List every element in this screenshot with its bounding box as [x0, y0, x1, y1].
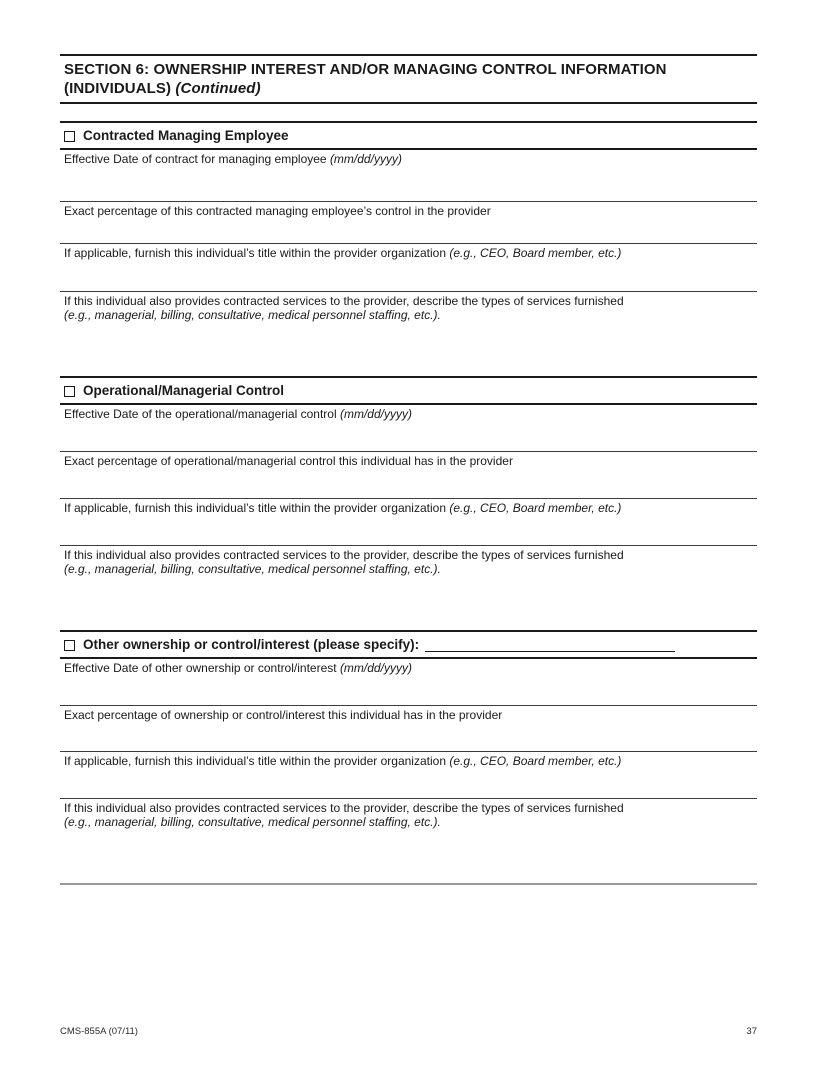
section-heading-label: Other ownership or control/interest (please specify): — [83, 637, 420, 652]
section-operational-managerial-control — [60, 376, 757, 630]
section-heading-label: Contracted Managing Employee — [83, 128, 289, 143]
field-individual-title[interactable] — [60, 752, 757, 799]
field-label: Exact percentage of this contracted managing employee’s control in the provider — [64, 204, 491, 218]
field-label: Effective Date of contract for managing employee — [64, 152, 327, 166]
field-example-hint: (e.g., CEO, Board member, etc.) — [449, 501, 622, 515]
field-example-hint: (e.g., managerial, billing, consultative, medical personnel staffing, etc.). — [64, 307, 441, 322]
field-label: Effective Date of the operational/managerial control — [64, 407, 337, 421]
section-other-ownership-control-interest — [60, 630, 757, 885]
footer-form-number: CMS-855A (07/11) — [60, 1026, 138, 1037]
section-heading-label: Operational/Managerial Control — [83, 383, 285, 398]
field-exact-percentage-ownership[interactable] — [60, 706, 757, 752]
page-title-line2 — [64, 79, 757, 98]
field-label: If this individual also provides contracted services to the provider, describe the types of services furnished — [64, 801, 624, 815]
section-contracted-managing-employee — [60, 121, 757, 376]
section-heading-operational-managerial-control — [60, 378, 757, 405]
field-effective-date-other-ownership[interactable] — [60, 659, 757, 706]
field-exact-percentage-control[interactable] — [60, 452, 757, 499]
checkbox-contracted-managing-employee[interactable] — [64, 131, 75, 142]
specify-blank-line[interactable] — [425, 639, 675, 652]
field-individual-title[interactable] — [60, 499, 757, 546]
field-format-hint: (mm/dd/yyyy) — [339, 661, 412, 675]
field-label: If this individual also provides contracted services to the provider, describe the types of services furnished — [64, 548, 624, 562]
field-exact-percentage-control[interactable] — [60, 202, 757, 244]
checkbox-operational-managerial-control[interactable] — [64, 386, 75, 397]
field-label: If applicable, furnish this individual’s title within the provider organization — [64, 754, 446, 768]
field-label: If applicable, furnish this individual’s title within the provider organization — [64, 246, 446, 260]
field-example-hint: (e.g., managerial, billing, consultative, medical personnel staffing, etc.). — [64, 561, 441, 576]
field-label: Exact percentage of ownership or control/interest this individual has in the provider — [64, 708, 503, 722]
section-heading-contracted-managing-employee — [60, 123, 757, 150]
page-title-continued: (Continued) — [175, 80, 261, 97]
field-example-hint: (e.g., CEO, Board member, etc.) — [449, 754, 622, 768]
field-example-hint: (e.g., CEO, Board member, etc.) — [449, 246, 622, 260]
section-header — [60, 54, 757, 104]
field-effective-date-contract[interactable] — [60, 150, 757, 202]
field-services-furnished[interactable] — [60, 546, 757, 630]
page-title-line1: SECTION 6: OWNERSHIP INTEREST AND/OR MANAGING CONTROL INFORMATION — [64, 61, 667, 78]
field-format-hint: (mm/dd/yyyy) — [329, 152, 402, 166]
field-label: Exact percentage of operational/managerial control this individual has in the provider — [64, 454, 513, 468]
field-format-hint: (mm/dd/yyyy) — [339, 407, 412, 421]
field-services-furnished[interactable] — [60, 799, 757, 885]
field-services-furnished[interactable] — [60, 292, 757, 376]
page-footer — [60, 1026, 757, 1037]
field-label: If applicable, furnish this individual’s title within the provider organization — [64, 501, 446, 515]
field-effective-date-control[interactable] — [60, 405, 757, 452]
form-content — [60, 54, 757, 885]
checkbox-other-ownership[interactable] — [64, 640, 75, 651]
field-label: If this individual also provides contracted services to the provider, describe the types of services furnished — [64, 294, 624, 308]
field-label: Effective Date of other ownership or control/interest — [64, 661, 337, 675]
field-example-hint: (e.g., managerial, billing, consultative, medical personnel staffing, etc.). — [64, 814, 441, 829]
footer-page-number: 37 — [746, 1026, 757, 1037]
section-heading-other-ownership — [60, 632, 757, 659]
page-title-individuals: (INDIVIDUALS) — [64, 80, 172, 97]
field-individual-title[interactable] — [60, 244, 757, 292]
